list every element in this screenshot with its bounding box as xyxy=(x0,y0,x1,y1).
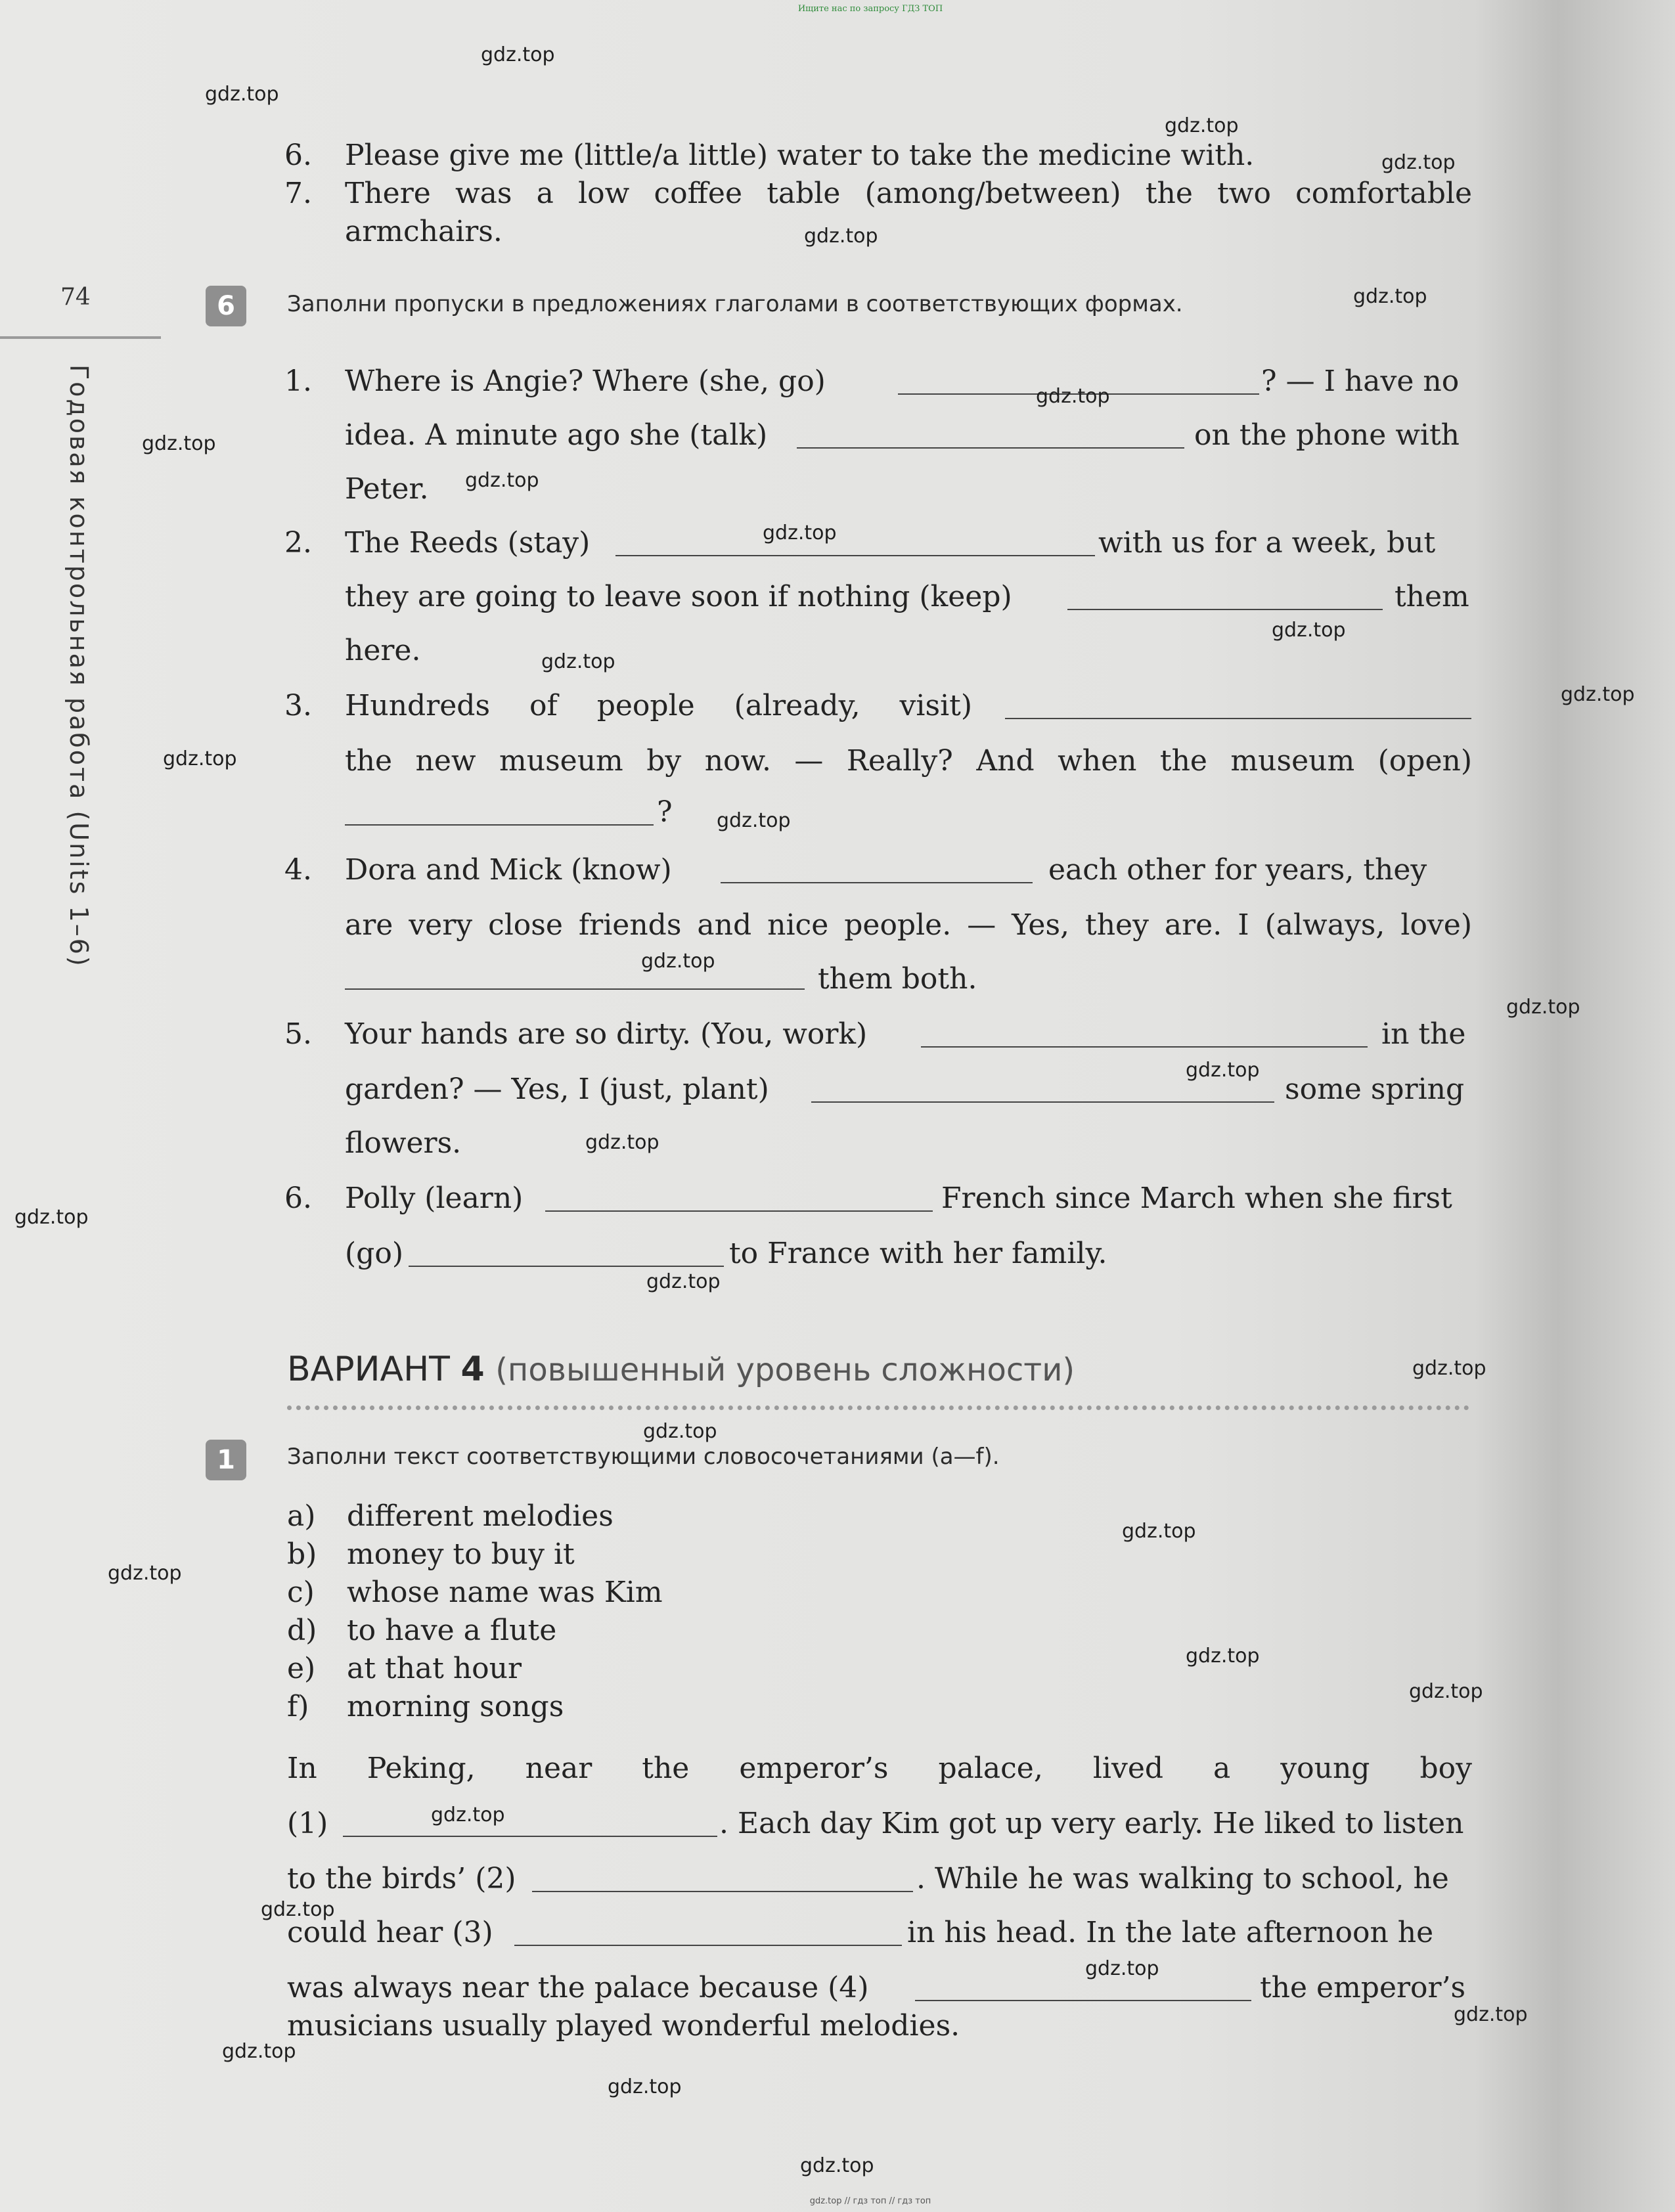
watermark: gdz.top xyxy=(1412,1357,1486,1380)
answer-blank xyxy=(345,988,805,990)
watermark: gdz.top xyxy=(222,2040,296,2063)
watermark: gdz.top xyxy=(465,469,539,492)
watermark: gdz.top xyxy=(431,1803,505,1826)
exercise-6-instruction: Заполни пропуски в предложениях глаголами в соответствующих формах. xyxy=(287,291,1183,317)
answer-blank xyxy=(915,1999,1251,2001)
watermark: gdz.top xyxy=(1506,996,1580,1019)
watermark: gdz.top xyxy=(205,83,279,106)
watermark: gdz.top xyxy=(643,1420,717,1443)
answer-blank xyxy=(721,881,1033,883)
watermark: gdz.top xyxy=(717,809,791,832)
side-title: Годовая контрольная работа (Units 1–6) xyxy=(64,365,93,968)
bottom-note: gdz.top // гдз топ // гдз топ xyxy=(809,2196,931,2206)
watermark: gdz.top xyxy=(585,1131,659,1154)
watermark: gdz.top xyxy=(1353,285,1427,308)
exercise-1-badge: 1 xyxy=(206,1440,246,1480)
watermark: gdz.top xyxy=(541,650,615,673)
watermark: gdz.top xyxy=(1165,114,1239,137)
answer-blank xyxy=(797,447,1184,449)
watermark: gdz.top xyxy=(1561,683,1635,706)
watermark: gdz.top xyxy=(800,2154,874,2177)
answer-blank xyxy=(811,1101,1274,1103)
watermark: gdz.top xyxy=(1409,1680,1483,1703)
watermark: gdz.top xyxy=(641,950,715,973)
watermark: gdz.top xyxy=(481,43,555,66)
answer-blank xyxy=(409,1265,724,1267)
top-note: Ищите нас по запросу ГДЗ ТОП xyxy=(797,4,943,14)
variant-heading: ВАРИАНТ 4 (повышенный уровень сложности) xyxy=(287,1350,1075,1389)
textbook-page: Ищите нас по запросу ГДЗ ТОП 74 Годовая контрольная работа (Units 1–6) 6. Please give me (little/a little) water to take the medicine with. 7. There was a low coffee table (among/between) the two comfortable armchairs. 6 Заполни пропуски в предложениях глаголами в соответствующих формах. 1. Where is Angie? Where (she, go) ? — I have no idea. A minute ago she (talk) on the phone with Peter. 2. The Reeds (stay) with us for a week, but they are going to leave soon if nothing (keep) them here. 3. Hundreds of people (already, visit) the new museum by now. — Really? And when the museum (open) ? 4. Dora and Mick (know) each other for years, they are very close friends and nice people. — Yes, they are. I (always, love) them both. 5. Your hands are so dirty. (You, work) in the garden? — Yes, I (just, plant) some spring flowers. 6. Polly (learn) French since March when she first (go) to France with her family. ВАРИАНТ 4 (повышенный уровень сложности) 1 Заполни текст соответствующими словосочетаниями (a—f). a) different melodies b) money to buy it c) whose name was Kim d) to have a flute e) at that hour f) morning songs In Peking, near the emperor’s palace, lived a young boy (1) . Each day Kim got up very early. He liked to listen to the birds’ (2) . While he was walking to school, he could hear (3) in his head. In the late afternoon he was always near the palace because (4) the emperor’s musicians usually played wonderful melodies. gdz.top gdz.top gdz.top gdz.top gdz.top gdz.top gdz.top gdz.top gdz.top gdz.top gdz.top gdz.top gdz.top gdz.top gdz.top gdz.top gdz.top gdz.top gdz.top gdz.top gdz.top gdz.top gdz.top gdz.top gdz.top gdz.top gdz.top gdz.top gdz.top gdz.top gdz.top gdz.top gdz.top gdz.top gdz.top // гдз топ // гдз топ xyxy=(0,0,1675,2212)
watermark: gdz.top xyxy=(646,1270,721,1293)
answer-blank xyxy=(1067,608,1383,610)
watermark: gdz.top xyxy=(1122,1520,1196,1543)
watermark: gdz.top xyxy=(163,747,237,770)
watermark: gdz.top xyxy=(261,1898,335,1921)
answer-blank xyxy=(343,1835,717,1837)
answer-blank xyxy=(532,1890,913,1892)
page-number: 74 xyxy=(60,284,91,311)
watermark: gdz.top xyxy=(1036,385,1110,408)
watermark: gdz.top xyxy=(1272,619,1346,642)
answer-blank xyxy=(345,824,654,826)
answer-blank xyxy=(921,1046,1368,1048)
dotted-divider xyxy=(287,1405,1469,1410)
answer-blank xyxy=(514,1944,902,1946)
watermark: gdz.top xyxy=(14,1206,89,1229)
watermark: gdz.top xyxy=(804,225,878,248)
watermark: gdz.top xyxy=(608,2075,682,2098)
answer-blank xyxy=(615,554,1095,556)
watermark: gdz.top xyxy=(1085,1957,1159,1980)
answer-blank xyxy=(1005,717,1471,719)
watermark: gdz.top xyxy=(142,432,216,455)
watermark: gdz.top xyxy=(763,521,837,544)
exercise-6-badge: 6 xyxy=(206,286,246,326)
watermark: gdz.top xyxy=(1186,1059,1260,1082)
watermark: gdz.top xyxy=(108,1562,182,1585)
side-rule xyxy=(0,336,161,339)
answer-blank xyxy=(545,1210,933,1212)
watermark: gdz.top xyxy=(1186,1645,1260,1668)
watermark: gdz.top xyxy=(1381,151,1456,174)
watermark: gdz.top xyxy=(1454,2003,1528,2026)
exercise-1-instruction: Заполни текст соответствующими словосочетаниями (a—f). xyxy=(287,1444,1000,1470)
